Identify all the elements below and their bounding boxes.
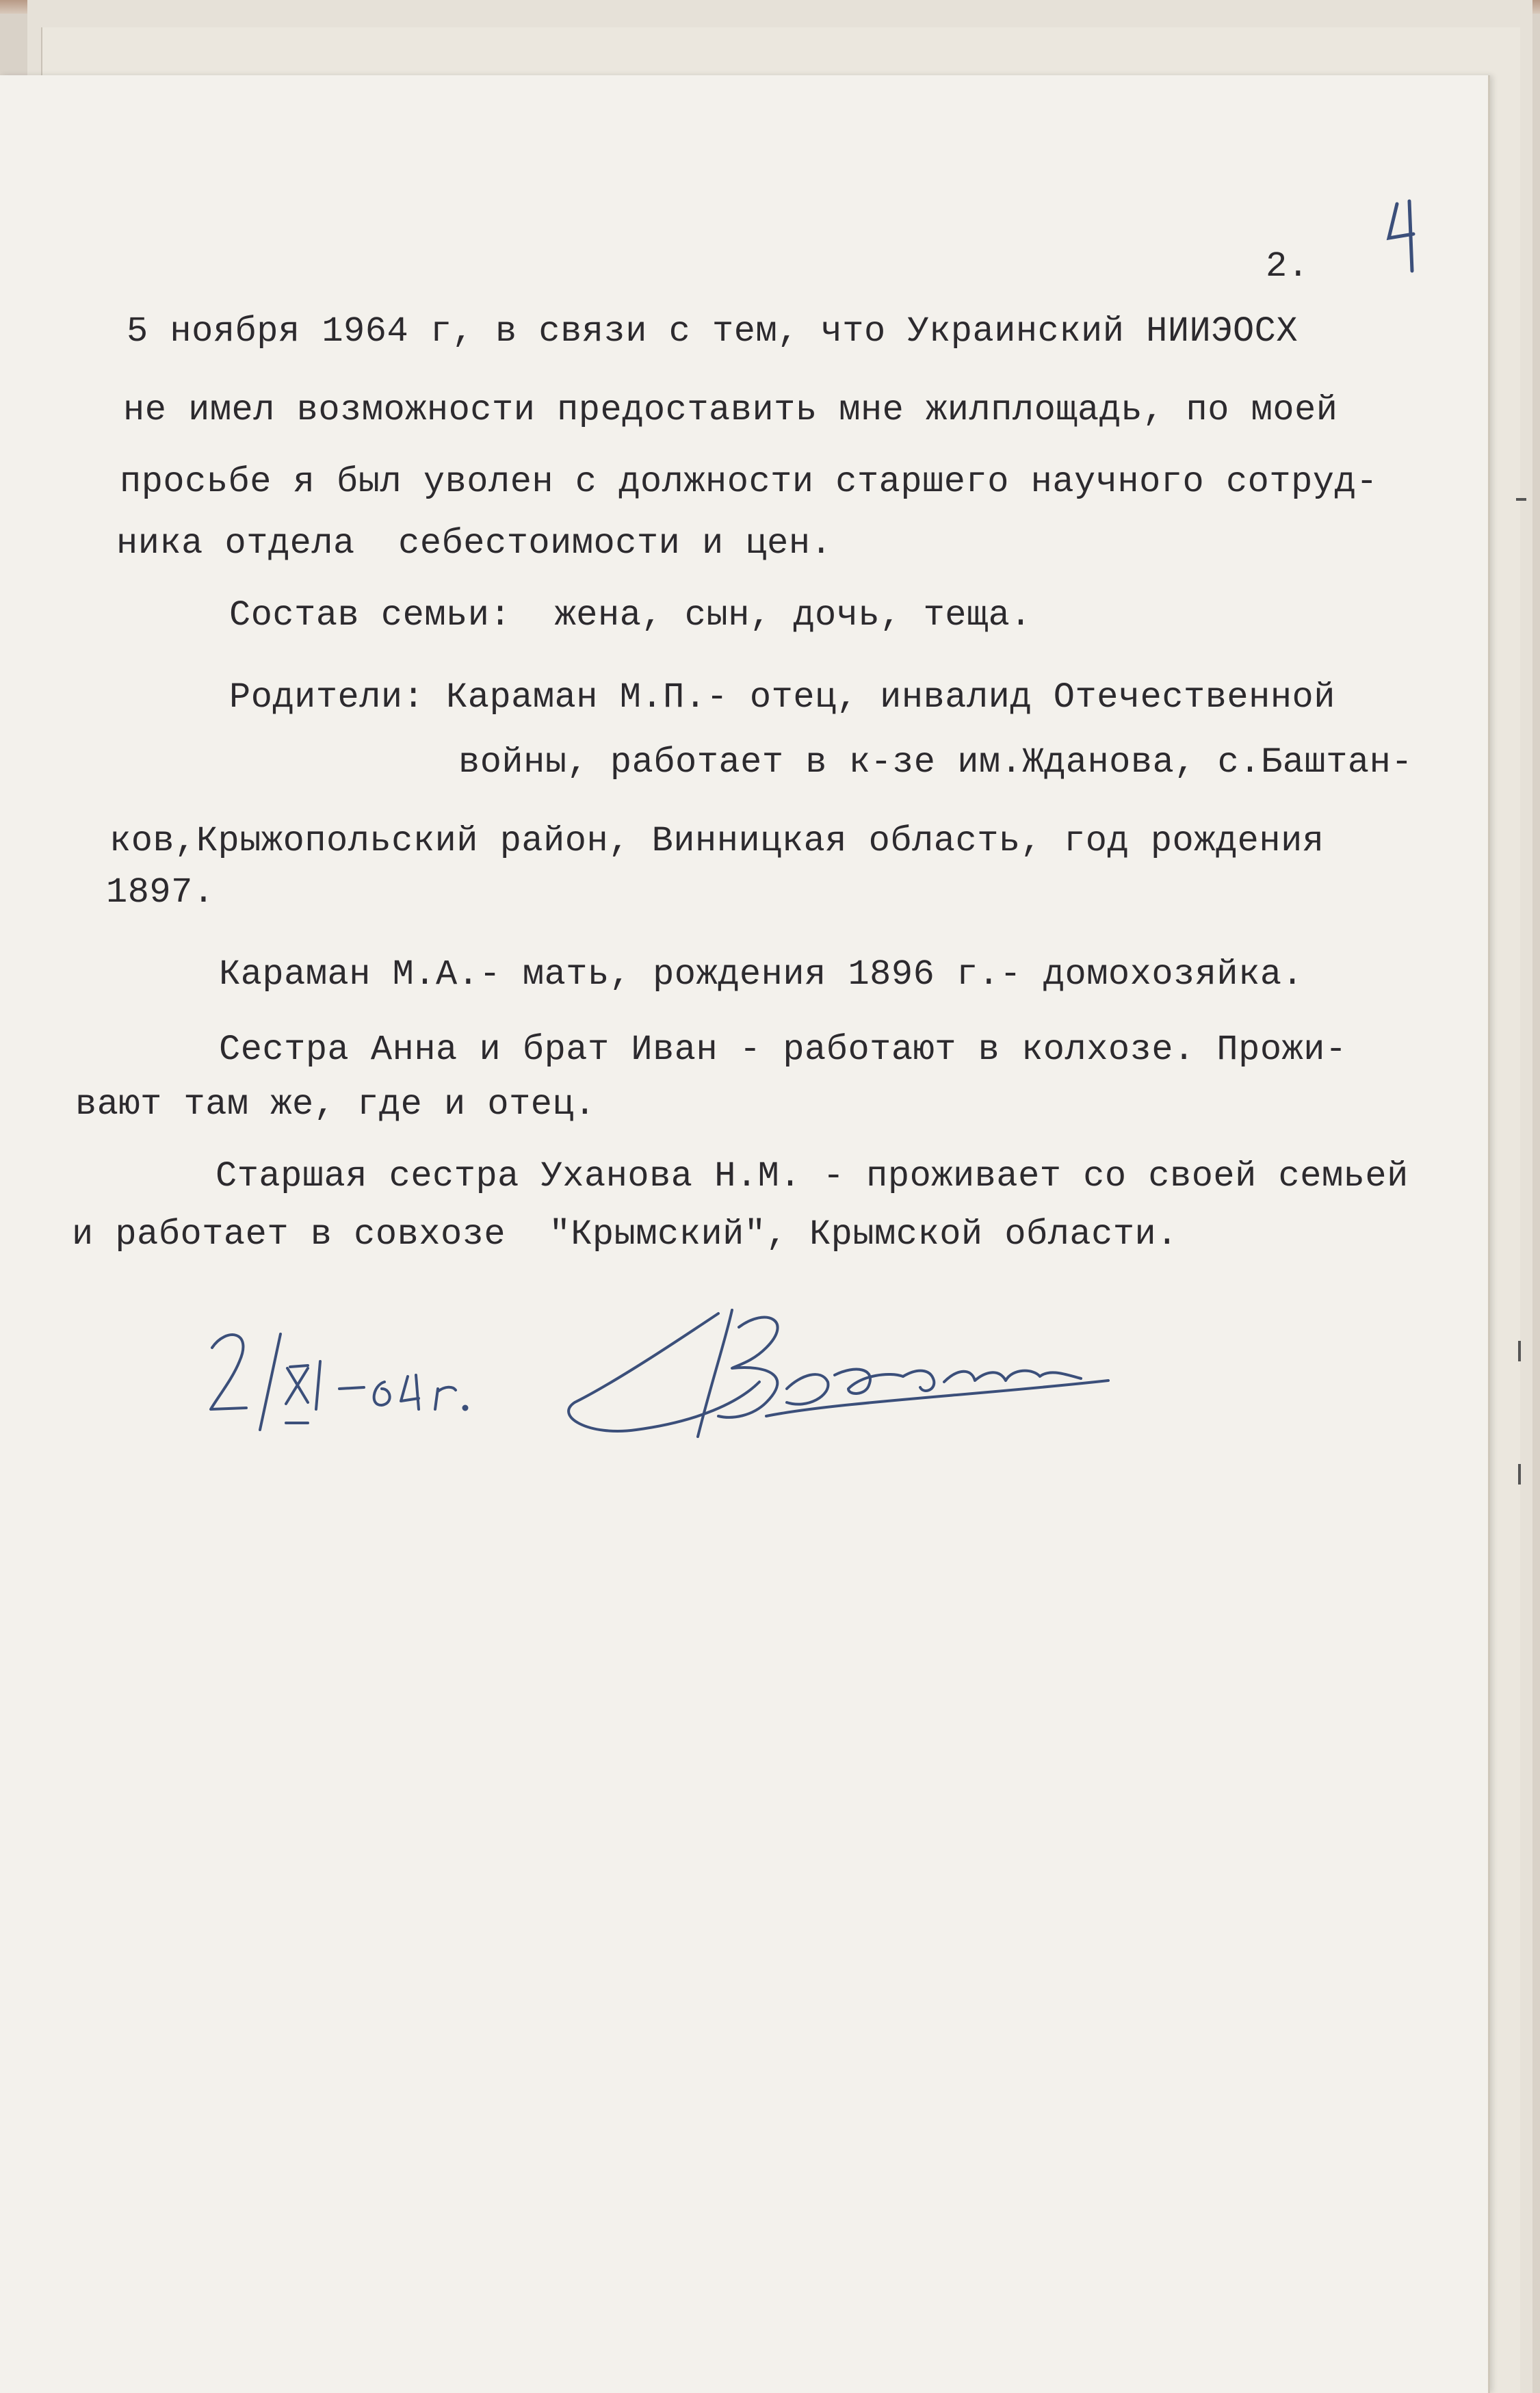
document-page bbox=[0, 75, 1490, 2393]
text-line-12: вают там же, где и отец. bbox=[75, 1084, 596, 1125]
text-line-14: и работает в совхозе "Крымский", Крымской области. bbox=[72, 1214, 1178, 1255]
text-line-8: ков,Крыжопольский район, Винницкая область, год рождения bbox=[109, 821, 1324, 861]
page-number: 2. bbox=[1266, 246, 1309, 287]
text-line-5: Состав семьи: жена, сын, дочь, теща. bbox=[229, 595, 1032, 636]
text-line-3: просьбе я был уволен с должности старшего научного сотруд- bbox=[120, 462, 1378, 502]
text-line-9: 1897. bbox=[106, 872, 215, 913]
handwritten-date bbox=[205, 1320, 493, 1443]
text-line-2: не имел возможности предоставить мне жилплощадь, по моей bbox=[123, 390, 1338, 430]
edge-marks bbox=[1513, 479, 1540, 1847]
text-line-7: войны, работает в к-зе им.Жданова, с.Баштан- bbox=[458, 742, 1413, 783]
handwritten-folio-number bbox=[1382, 198, 1423, 274]
text-line-4: ника отдела себестоимости и цен. bbox=[116, 523, 833, 564]
text-line-13: Старшая сестра Уханова Н.М. - проживает со своей семьей bbox=[216, 1156, 1409, 1196]
text-line-1: 5 ноября 1964 г, в связи с тем, что Украинский НИИЭОСХ bbox=[127, 311, 1298, 352]
text-line-10: Караман М.А.- мать, рождения 1896 г.- домохозяйка. bbox=[219, 954, 1304, 995]
signature bbox=[561, 1300, 1122, 1457]
text-line-11: Сестра Анна и брат Иван - работают в колхозе. Прожи- bbox=[219, 1030, 1347, 1070]
text-line-6: Родители: Караман М.П.- отец, инвалид Отечественной bbox=[229, 677, 1335, 718]
